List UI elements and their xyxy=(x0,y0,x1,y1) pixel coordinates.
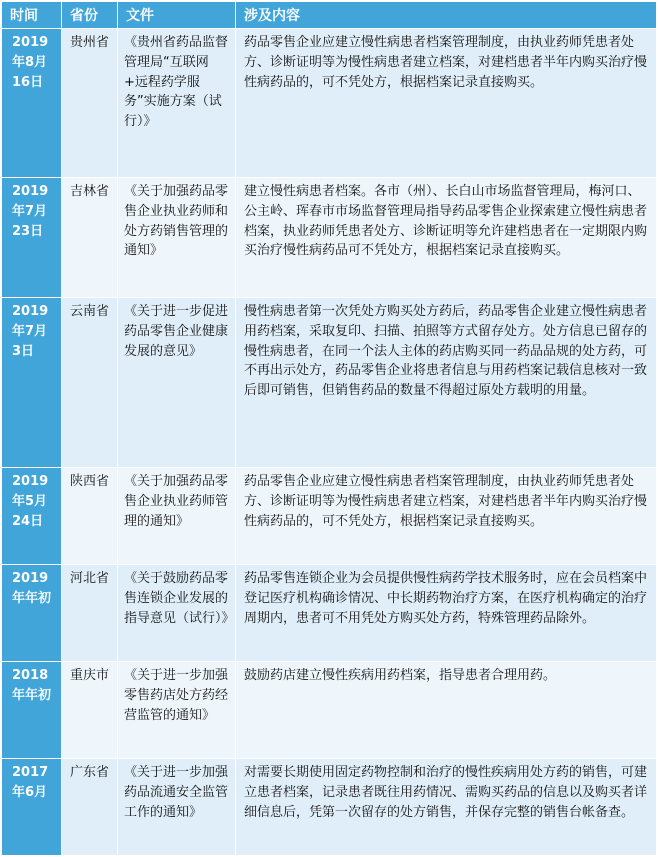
row-document: 《贵州省药品监督管理局“互联网+远程药学服务”实施方案（试行）》 xyxy=(118,29,236,178)
row-province: 陕西省 xyxy=(62,468,118,565)
row-content: 药品零售企业应建立慢性病患者档案管理制度，由执业药师凭患者处方、诊断证明等为慢性病患者建立档案，对建档患者半年内购买治疗慢性病药品的，可不凭处方，根据档案记录直接购买。 xyxy=(236,29,657,178)
row-document: 《关于进一步促进药品零售企业健康发展的意见》 xyxy=(118,298,236,468)
table-header-row xyxy=(2,2,657,29)
row-province: 重庆市 xyxy=(62,662,118,759)
row-time: 2019年年初 xyxy=(2,565,62,662)
row-province: 云南省 xyxy=(62,298,118,468)
row-time: 2019年8月16日 xyxy=(2,29,62,178)
row-document: 《关于加强药品零售企业执业药师管理的通知》 xyxy=(118,468,236,565)
table-row xyxy=(2,565,657,662)
table-row xyxy=(2,662,657,759)
row-province: 贵州省 xyxy=(62,29,118,178)
row-time: 2017年6月 xyxy=(2,759,62,856)
table-row xyxy=(2,178,657,298)
header-time: 时间 xyxy=(2,2,62,29)
row-document: 《关于加强药品零售企业执业药师和处方药销售管理的通知》 xyxy=(118,178,236,298)
table-row xyxy=(2,468,657,565)
row-time: 2019年5月24日 xyxy=(2,468,62,565)
row-content: 对需要长期使用固定药物控制和治疗的慢性疾病用处方药的销售，可建立患者档案，记录患者既往用药情况、需购买药品的信息以及购买者详细信息后，凭第一次留存的处方销售，并保存完整的销售台帐备查。 xyxy=(236,759,657,856)
row-content: 药品零售连锁企业为会员提供慢性病药学技术服务时，应在会员档案中登记医疗机构确诊情况、中长期药物治疗方案，在医疗机构确定的治疗周期内，患者可不用凭处方购买处方药，特殊管理药品除外。 xyxy=(236,565,657,662)
table-row xyxy=(2,29,657,178)
row-time: 2019年7月23日 xyxy=(2,178,62,298)
row-document: 《关于进一步加强零售药店处方药经营监管的通知》 xyxy=(118,662,236,759)
row-document: 《关于鼓励药品零售连锁企业发展的指导意见（试行）》 xyxy=(118,565,236,662)
row-document: 《关于进一步加强药品流通安全监管工作的通知》 xyxy=(118,759,236,856)
row-content: 药品零售企业应建立慢性病患者档案管理制度，由执业药师凭患者处方、诊断证明等为慢性病患者建立档案，对建档患者半年内购买治疗慢性病药品的，可不凭处方，根据档案记录直接购买。 xyxy=(236,468,657,565)
policy-table xyxy=(1,1,657,856)
table-row xyxy=(2,298,657,468)
row-content: 慢性病患者第一次凭处方购买处方药后，药品零售企业建立慢性病患者用药档案，采取复印、扫描、拍照等方式留存处方。处方信息已留存的慢性病患者，在同一个法人主体的药店购买同一药品品规的处方药，可不再出示处方，药品零售企业将患者信息与用药档案记载信息核对一致后即可销售，但销售药品的数量不得超过原处方载明的用量。 xyxy=(236,298,657,468)
header-province: 省份 xyxy=(62,2,118,29)
table-row xyxy=(2,759,657,856)
row-content: 建立慢性病患者档案。各市（州）、长白山市场监督管理局，梅河口、公主岭、珲春市市场监督管理局指导药品零售企业探索建立慢性病患者档案，执业药师凭患者处方、诊断证明等允许建档患者在一定期限内购买治疗慢性病药品可不凭处方，根据档案记录直接购买。 xyxy=(236,178,657,298)
row-time: 2018年年初 xyxy=(2,662,62,759)
row-content: 鼓励药店建立慢性疾病用药档案，指导患者合理用药。 xyxy=(236,662,657,759)
row-province: 河北省 xyxy=(62,565,118,662)
row-province: 吉林省 xyxy=(62,178,118,298)
header-document: 文件 xyxy=(118,2,236,29)
row-province: 广东省 xyxy=(62,759,118,856)
row-time: 2019年7月3日 xyxy=(2,298,62,468)
header-content: 涉及内容 xyxy=(236,2,657,29)
